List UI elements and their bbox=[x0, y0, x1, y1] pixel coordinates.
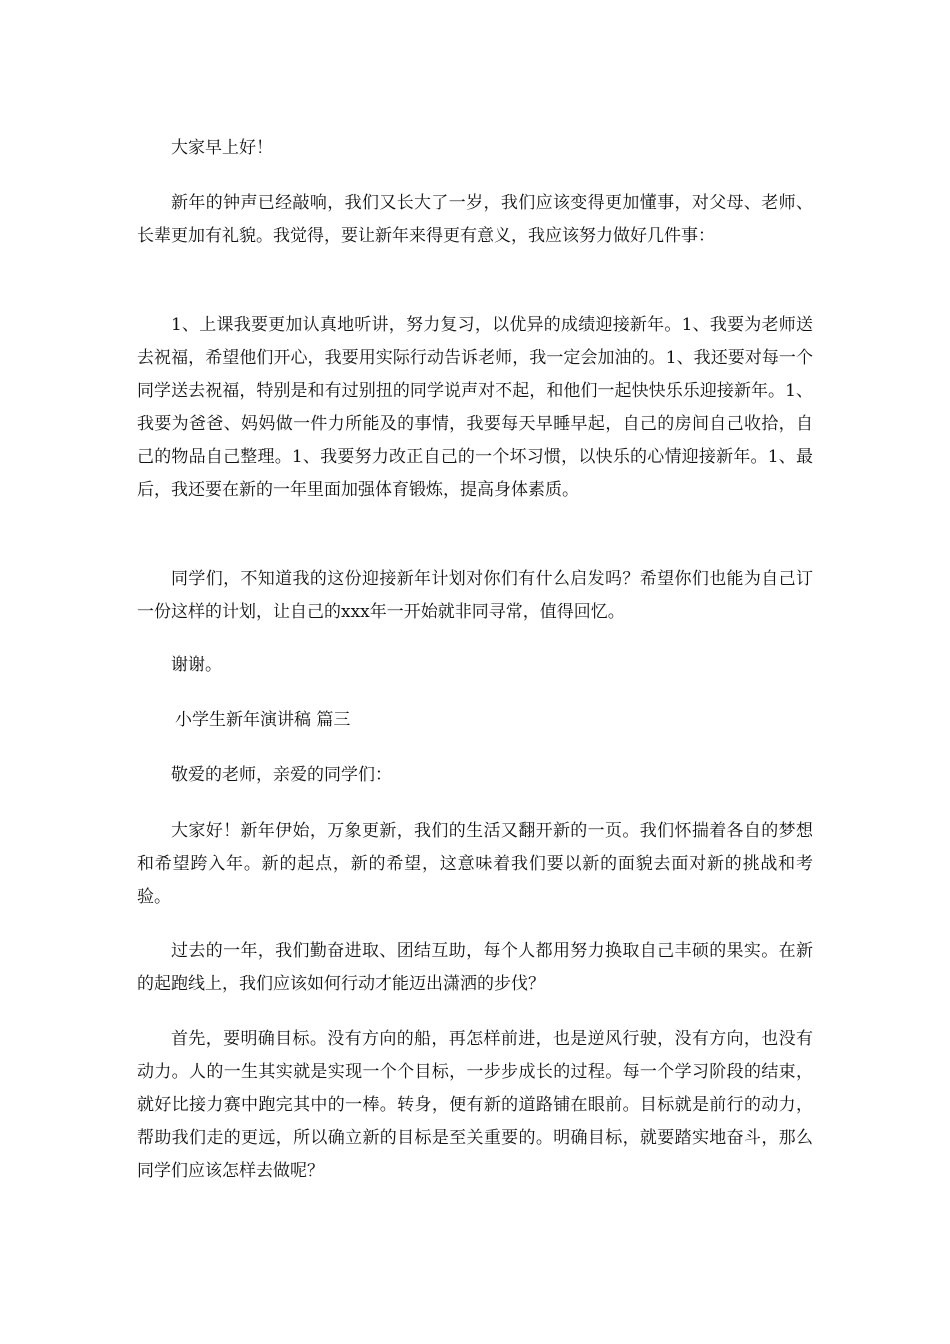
section-heading: 小学生新年演讲稿 篇三 bbox=[175, 710, 351, 730]
greeting-paragraph: 大家早上好！ bbox=[171, 138, 273, 158]
body-paragraph: 大家好！新年伊始，万象更新，我们的生活又翻开新的一页。我们怀揣着各自的梦想和希望跨入年。新的起点，新的希望，这意味着我们要以新的面貌去面对新的挑战和考验。 bbox=[137, 821, 813, 907]
body-paragraph: 1、上课我要更加认真地听讲，努力复习，以优异的成绩迎接新年。1、我要为老师送去祝福，希望他们开心，我要用实际行动告诉老师，我一定会加油的。1、我还要对每一个同学送去祝福，特别是和有过别扭的同学说声对不起，和他们一起快快乐乐迎接新年。1、我要为爸爸、妈妈做一件力所能及的事情，我要每天早睡早起，自己的房间自己收拾，自己的物品自己整理。1、我要努力改正自己的一个坏习惯，以快乐的心情迎接新年。1、最后，我还要在新的一年里面加强体育锻炼，提高身体素质。 bbox=[137, 315, 813, 500]
thanks-paragraph: 谢谢。 bbox=[171, 655, 222, 675]
body-paragraph: 同学们，不知道我的这份迎接新年计划对你们有什么启发吗？希望你们也能为自己订一份这样的计划，让自己的xxx年一开始就非同寻常，值得回忆。 bbox=[137, 569, 813, 622]
body-paragraph: 首先，要明确目标。没有方向的船，再怎样前进，也是逆风行驶，没有方向，也没有动力。人的一生其实就是实现一个个目标，一步步成长的过程。每一个学习阶段的结束，就好比接力赛中跑完其中的一棒。转身，便有新的道路铺在眼前。目标就是前行的动力，帮助我们走的更远，所以确立新的目标是至关重要的。明确目标，就要踏实地奋斗，那么同学们应该怎样去做呢？ bbox=[137, 1029, 813, 1181]
body-paragraph: 过去的一年，我们勤奋进取、团结互助，每个人都用努力换取自己丰硕的果实。在新的起跑线上，我们应该如何行动才能迈出潇洒的步伐？ bbox=[137, 941, 813, 994]
body-paragraph: 新年的钟声已经敲响，我们又长大了一岁，我们应该变得更加懂事，对父母、老师、长辈更加有礼貌。我觉得，要让新年来得更有意义，我应该努力做好几件事： bbox=[137, 193, 813, 246]
salutation-paragraph: 敬爱的老师，亲爱的同学们： bbox=[171, 765, 392, 785]
